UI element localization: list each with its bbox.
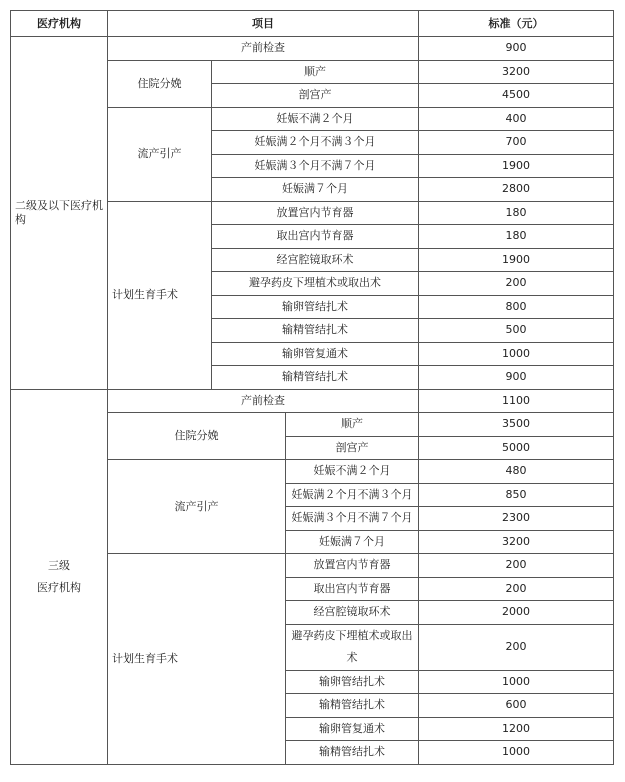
value-cell: 1000 [419, 670, 614, 694]
item-cell: 输精管结扎术 [212, 366, 419, 390]
item-cell: 取出宫内节育器 [286, 577, 419, 601]
institution-level-3-line1: 三级 [48, 558, 70, 572]
institution-level-3 [11, 389, 108, 764]
group-delivery: 住院分娩 [108, 413, 286, 460]
item-cell: 妊娠不满２个月 [212, 107, 419, 131]
header-institution: 医疗机构 [11, 11, 108, 37]
table-row [11, 389, 614, 413]
value-cell: 1900 [419, 248, 614, 272]
header-item: 项目 [108, 11, 419, 37]
item-cell: 顺产 [286, 413, 419, 437]
value-cell: 1000 [419, 342, 614, 366]
item-cell: 妊娠满７个月 [212, 178, 419, 202]
fee-table-container [10, 10, 614, 765]
value-cell: 850 [419, 483, 614, 507]
value-cell: 400 [419, 107, 614, 131]
table-header-row [11, 11, 614, 37]
item-cell: 妊娠满３个月不满７个月 [212, 154, 419, 178]
fee-standard-table [10, 10, 614, 765]
value-cell: 700 [419, 131, 614, 155]
item-cell: 顺产 [212, 60, 419, 84]
value-cell: 800 [419, 295, 614, 319]
value-cell: 5000 [419, 436, 614, 460]
value-cell: 600 [419, 694, 614, 718]
item-cell: 剖宫产 [212, 84, 419, 108]
value-cell: 2000 [419, 601, 614, 625]
value-cell: 4500 [419, 84, 614, 108]
institution-level-3-line2: 医疗机构 [37, 580, 81, 594]
value-cell: 900 [419, 37, 614, 61]
item-cell: 妊娠满７个月 [286, 530, 419, 554]
group-abortion: 流产引产 [108, 460, 286, 554]
value-cell: 200 [419, 624, 614, 670]
item-cell: 避孕药皮下埋植术或取出术 [286, 624, 419, 670]
item-cell: 经宫腔镜取环术 [212, 248, 419, 272]
item-cell: 避孕药皮下埋植术或取出术 [212, 272, 419, 296]
value-cell: 2800 [419, 178, 614, 202]
value-cell: 180 [419, 225, 614, 249]
value-cell: 1200 [419, 717, 614, 741]
value-cell: 180 [419, 201, 614, 225]
table-row [11, 37, 614, 61]
value-cell: 900 [419, 366, 614, 390]
value-cell: 200 [419, 554, 614, 578]
value-cell: 200 [419, 577, 614, 601]
item-cell: 经宫腔镜取环术 [286, 601, 419, 625]
value-cell: 200 [419, 272, 614, 296]
item-cell: 剖宫产 [286, 436, 419, 460]
item-cell: 输精管结扎术 [212, 319, 419, 343]
value-cell: 500 [419, 319, 614, 343]
item-cell: 输卵管结扎术 [286, 670, 419, 694]
item-cell: 放置宫内节育器 [286, 554, 419, 578]
group-delivery: 住院分娩 [108, 60, 212, 107]
header-standard: 标准（元） [419, 11, 614, 37]
group-surgery: 计划生育手术 [108, 201, 212, 389]
item-cell: 取出宫内节育器 [212, 225, 419, 249]
item-cell: 输卵管复通术 [212, 342, 419, 366]
item-cell: 输精管结扎术 [286, 741, 419, 765]
group-abortion: 流产引产 [108, 107, 212, 201]
item-cell: 妊娠满３个月不满７个月 [286, 507, 419, 531]
item-prenatal: 产前检查 [108, 37, 419, 61]
value-cell: 3500 [419, 413, 614, 437]
value-cell: 3200 [419, 530, 614, 554]
item-cell: 妊娠满２个月不满３个月 [212, 131, 419, 155]
item-prenatal: 产前检查 [108, 389, 419, 413]
value-cell: 1900 [419, 154, 614, 178]
item-cell: 妊娠不满２个月 [286, 460, 419, 484]
item-cell: 妊娠满２个月不满３个月 [286, 483, 419, 507]
item-cell: 放置宫内节育器 [212, 201, 419, 225]
institution-level-2: 二级及以下医疗机构 [11, 37, 108, 390]
value-cell: 1100 [419, 389, 614, 413]
item-cell: 输卵管结扎术 [212, 295, 419, 319]
group-surgery: 计划生育手术 [108, 554, 286, 765]
value-cell: 2300 [419, 507, 614, 531]
item-cell: 输卵管复通术 [286, 717, 419, 741]
value-cell: 1000 [419, 741, 614, 765]
value-cell: 3200 [419, 60, 614, 84]
item-cell: 输精管结扎术 [286, 694, 419, 718]
value-cell: 480 [419, 460, 614, 484]
